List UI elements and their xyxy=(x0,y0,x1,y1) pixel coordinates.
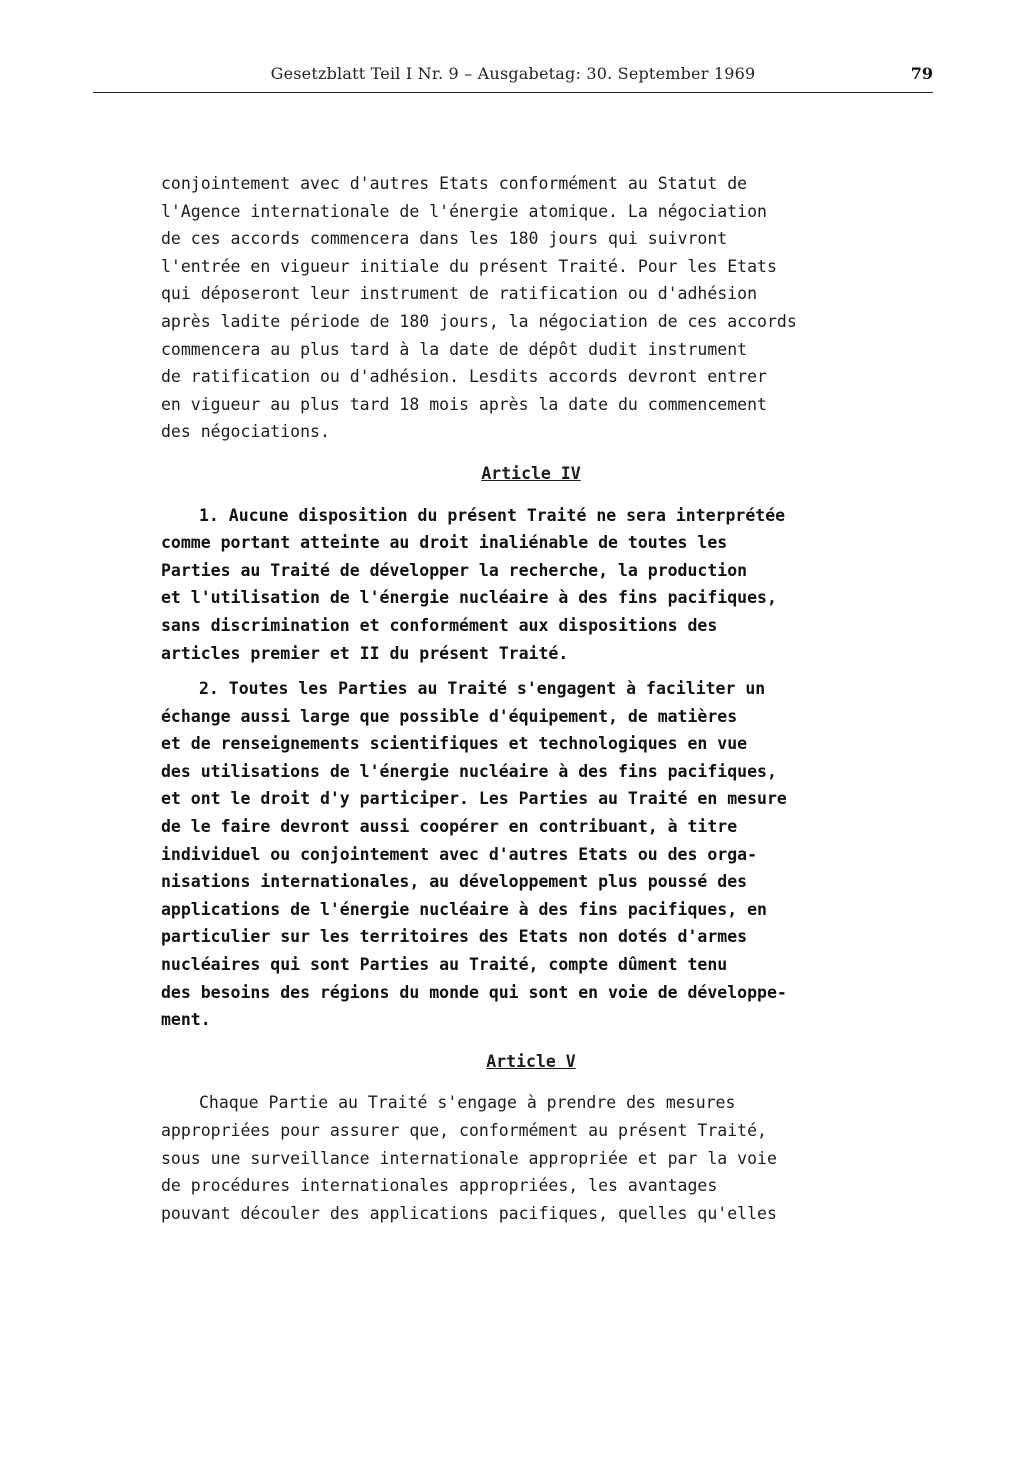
text-line: articles premier et II du présent Traité. xyxy=(161,643,569,663)
header-divider xyxy=(93,92,933,93)
article-4-heading: Article IV xyxy=(481,463,581,483)
text-line: 1. Aucune disposition du présent Traité ne sera interprétée xyxy=(199,505,786,525)
text-line: de le faire devront aussi coopérer en contribuant, à titre xyxy=(161,817,738,837)
text-line: en vigueur au plus tard 18 mois après la date du commencement xyxy=(161,394,767,414)
intro-paragraph xyxy=(161,170,881,446)
text-line: des besoins des régions du monde qui sont en voie de développe- xyxy=(161,982,787,1002)
text-line: commencera au plus tard à la date de dépôt dudit instrument xyxy=(161,339,748,359)
article-5-paragraph xyxy=(161,1089,881,1227)
text-line: pouvant découler des applications pacifiques, quelles qu'elles xyxy=(161,1203,777,1223)
text-line: de ratification ou d'adhésion. Lesdits accords devront entrer xyxy=(161,367,767,387)
article-4-paragraph-1 xyxy=(161,502,881,668)
text-line: comme portant atteinte au droit inaliénable de toutes les xyxy=(161,533,728,553)
text-line: Parties au Traité de développer la recherche, la production xyxy=(161,560,748,580)
text-line: qui déposeront leur instrument de ratification ou d'adhésion xyxy=(161,284,758,304)
article-5-heading: Article V xyxy=(486,1051,576,1071)
text-line: de ces accords commencera dans les 180 jours qui suivront xyxy=(161,229,728,249)
running-title: Gesetzblatt Teil I Nr. 9 – Ausgabetag: 30. September 1969 xyxy=(270,64,756,83)
text-line: sous une surveillance internationale appropriée et par la voie xyxy=(161,1148,777,1168)
text-line: de procédures internationales appropriées, les avantages xyxy=(161,1176,718,1196)
text-line: échange aussi large que possible d'équipement, de matières xyxy=(161,706,738,726)
text-line: nucléaires qui sont Parties au Traité, compte dûment tenu xyxy=(161,955,728,975)
text-line: nisations internationales, au développement plus poussé des xyxy=(161,872,748,892)
text-line: ment. xyxy=(161,1010,211,1030)
article-4-paragraph-2 xyxy=(161,675,881,1034)
text-line: 2. Toutes les Parties au Traité s'engagent à faciliter un xyxy=(199,679,766,699)
text-line: conjointement avec d'autres Etats conformément au Statut de xyxy=(161,174,748,193)
page-number: 79 xyxy=(910,64,933,83)
text-line: et de renseignements scientifiques et technologiques en vue xyxy=(161,734,748,754)
text-line: l'entrée en vigueur initiale du présent Traité. Pour les Etats xyxy=(161,256,777,276)
text-line: des négociations. xyxy=(161,422,330,442)
page-header xyxy=(93,64,933,92)
text-line: et l'utilisation de l'énergie nucléaire à des fins pacifiques, xyxy=(161,588,777,608)
text-line: Chaque Partie au Traité s'engage à prendre des mesures xyxy=(199,1093,736,1113)
text-line: et ont le droit d'y participer. Les Parties au Traité en mesure xyxy=(161,789,787,809)
text-line: sans discrimination et conformément aux dispositions des xyxy=(161,615,718,635)
document-body xyxy=(161,170,881,1227)
text-line: applications de l'énergie nucléaire à des fins pacifiques, en xyxy=(161,899,767,919)
text-line: appropriées pour assurer que, conformément au présent Traité, xyxy=(161,1121,767,1140)
text-line: après ladite période de 180 jours, la négociation de ces accords xyxy=(161,311,797,331)
text-line: individuel ou conjointement avec d'autres Etats ou des orga- xyxy=(161,844,758,864)
text-line: des utilisations de l'énergie nucléaire à des fins pacifiques, xyxy=(161,761,777,781)
paragraph-spacer xyxy=(161,667,881,675)
text-line: particulier sur les territoires des Etats non dotés d'armes xyxy=(161,927,748,947)
text-line: l'Agence internationale de l'énergie atomique. La négociation xyxy=(161,201,767,221)
